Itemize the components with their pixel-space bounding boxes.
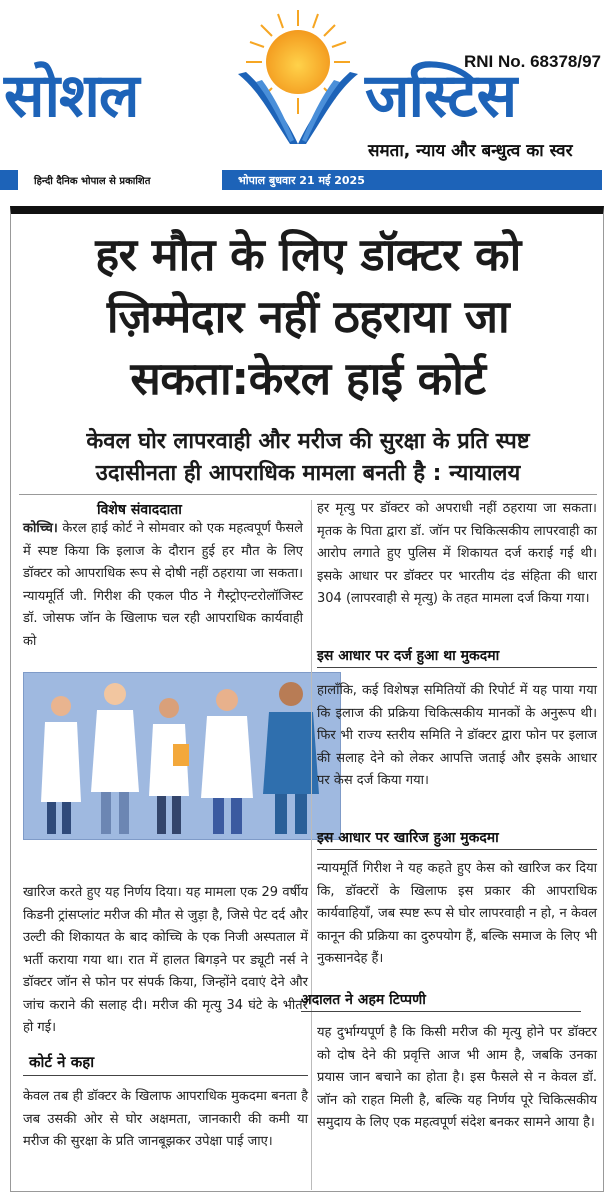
section-heading: अदालत ने अहम टिप्पणी <box>301 990 581 1012</box>
paragraph-text: न्यायमूर्ति गिरीश ने यह कहते हुए केस को खारिज कर दिया कि, डॉक्टरों के खिलाफ इस प्रकार की आपराधिक कार्यवाहियाँ, जब स्पष्ट रूप से घोर लापरवाही न हो, न केवल कानून की प्रक्रिया का दुरुपयोग हैं, बल्कि समाज के लिए भी नुकसानदेह हैं। <box>317 861 597 966</box>
paragraph-text: हालाँकि, कई विशेषज्ञ समितियों की रिपोर्ट में यह पाया गया कि इलाज की प्रक्रिया चिकित्सकीय मानकों के अनुरूप थी। फिर भी राज्य स्तरीय समिति ने डॉक्टर द्वारा फोन पर इलाज की सलाह देने को लेकर आपत्ति जताई और इसके आधार पर केस दर्ज किया गया। <box>317 683 597 788</box>
brand-name-right: जस्टिस <box>365 61 517 131</box>
published-from: हिन्दी दैनिक भोपाल से प्रकाशित <box>34 176 151 187</box>
paragraph-text: खारिज करते हुए यह निर्णय दिया। यह मामला एक 29 वर्षीय किडनी ट्रांसप्लांट मरीज की मौत से जुड़ा है, जिसे पेट दर्द और उल्टी की शिकायत के बाद कोच्चि के एक निजी अस्पताल में भर्ती कराया गया था। रात में हालत बिगड़ने पर ड्यूटी नर्स ने डॉक्टर जॉन से फोन पर संपर्क किया, जिन्होंने दवाएं देने और जांच कराने की सलाह दी। मरीज की मृत्यु 34 घंटे के भीतर हो गई। <box>23 885 308 1035</box>
headline <box>11 224 605 410</box>
article-paragraph <box>317 1022 597 1135</box>
article-paragraph <box>23 518 303 653</box>
article-paragraph <box>23 1086 308 1154</box>
masthead-tagline: समता, न्याय और बन्धुत्व का स्वर <box>368 141 573 161</box>
article-paragraph <box>317 858 597 971</box>
article-paragraph <box>317 498 597 611</box>
paragraph-text: केरल हाई कोर्ट ने सोमवार को एक महत्वपूर्ण फैसले में स्पष्ट किया कि इलाज के दौरान हुई हर मौत के लिए डॉक्टर को आपराधिक रूप से दोषी नहीं ठहराया जा सकता। न्यायमूर्ति जी. गिरीश की एकल पीठ ने गैस्ट्रोएन्टरोलॉजिस्ट डॉ. जोसफ जॉन के खिलाफ चल रही आपराधिक कार्यवाही को <box>23 521 303 649</box>
hands-logo-icon <box>228 70 368 150</box>
section-heading: इस आधार पर खारिज हुआ मुकदमा <box>317 828 597 850</box>
article-paragraph <box>23 882 308 1040</box>
divider <box>19 494 597 495</box>
dateline-place: कोच्चि। <box>23 521 58 536</box>
doctors-group-illustration-icon <box>23 672 341 840</box>
column-divider <box>311 500 312 1190</box>
info-bar-block <box>0 170 18 190</box>
subheadline-line: उदासीनता ही आपराधिक मामला बनती है : न्यायालय <box>95 461 521 486</box>
paragraph-text: केवल तब ही डॉक्टर के खिलाफ आपराधिक मुकदमा बनता है जब उसकी ओर से घोर अक्षमता, जानकारी की कमी या मरीज की सुरक्षा के प्रति जानबूझकर उपेक्षा पाई जाए। <box>23 1089 308 1149</box>
masthead <box>0 0 609 187</box>
byline: विशेष संवाददाता <box>97 502 182 518</box>
subheadline-line: केवल घोर लापरवाही और मरीज की सुरक्षा के प्रति स्पष्ट <box>86 429 530 454</box>
paragraph-text: हर मृत्यु पर डॉक्टर को अपराधी नहीं ठहराया जा सकता। मृतक के पिता द्वारा डॉ. जॉन पर चिकित्सकीय लापरवाही का आरोप लगाते हुए पुलिस में शिकायत दर्ज कराई गई थी। इसके आधार पर डॉक्टर पर भारतीय दंड संहिता की धारा 304 (लापरवाही से मृत्यु) के तहत मामला दर्ज किया गया। <box>317 501 597 606</box>
dateline: भोपाल बुधवार 21 मई 2025 <box>238 174 365 187</box>
article <box>10 206 604 1192</box>
article-paragraph <box>317 680 597 793</box>
headline-line: हर मौत के लिए डॉक्टर को <box>95 228 521 281</box>
brand-name-left: सोशल <box>4 61 139 131</box>
section-heading: कोर्ट ने कहा <box>29 1053 95 1071</box>
paragraph-text: यह दुर्भाग्यपूर्ण है कि किसी मरीज की मृत्यु होने पर डॉक्टर को दोष देने की प्रवृत्ति आज भी आम है, जबकि उनका प्रयास जान बचाने का होता है। इस फैसले से न केवल डॉ. जॉन को राहत मिली है, बल्कि यह निर्णय पूरे चिकित्सकीय समुदाय के लिए एक महत्वपूर्ण संदेश बनकर सामने आया है। <box>317 1025 597 1130</box>
subheadline <box>11 426 605 490</box>
section-heading: इस आधार पर दर्ज हुआ था मुकदमा <box>317 646 597 668</box>
rni-number: RNI No. 68378/97 <box>463 52 601 71</box>
headline-line: ज़िम्मेदार नहीं ठहराया जा <box>106 290 510 343</box>
headline-line: सकता:केरल हाई कोर्ट <box>130 352 486 405</box>
divider <box>23 1075 308 1076</box>
info-bar <box>0 170 609 190</box>
